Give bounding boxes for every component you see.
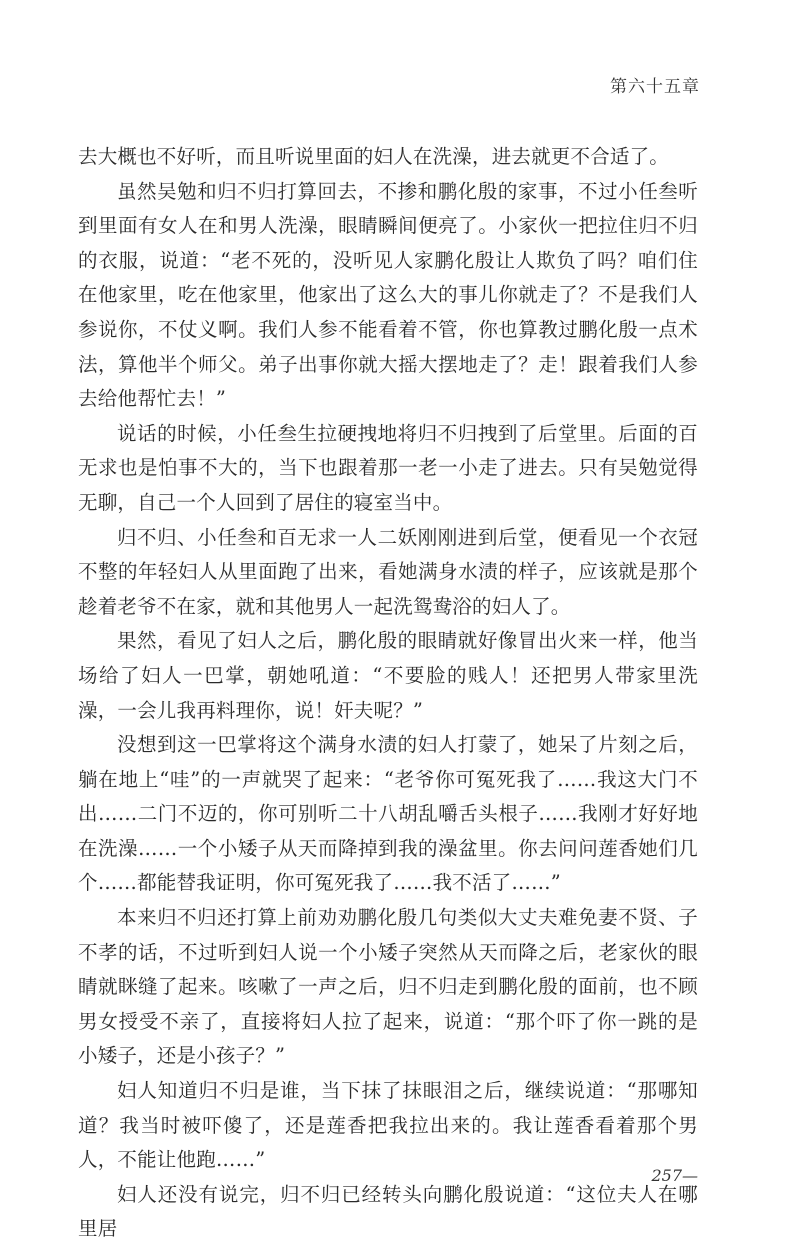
paragraph: 去大概也不好听，而且听说里面的妇人在洗澡，进去就更不合适了。 — [78, 145, 670, 168]
body-text — [78, 140, 698, 1247]
paragraph: 归不归、小任叁和百无求一人二妖刚刚进到后堂，便看见一个衣冠不整的年轻妇人从里面跑了出来，看她满身水渍的样子，应该就是那个趁着老爷不在家，就和其他男人一起洗鸳鸯浴的妇人了。 — [78, 525, 698, 618]
paragraph: 没想到这一巴掌将这个满身水渍的妇人打蒙了，她呆了片刻之后，躺在地上“哇”的一声就哭了起来：“老爷你可冤死我了……我这大门不出……二门不迈的，你可别听二十八胡乱嚼舌头根子……我刚才好好地在洗澡……一个小矮子从天而降掉到我的澡盆里。你去问问莲香她们几个……都能替我证明，你可冤死我了……我不活了……” — [78, 733, 698, 895]
paragraph: 妇人知道归不归是谁，当下抹了抹眼泪之后，继续说道：“那哪知道？我当时被吓傻了，还是莲香把我拉出来的。我让莲香看着那个男人，不能让他跑……” — [78, 1079, 698, 1172]
paragraph: 妇人还没有说完，归不归已经转头向鹏化殷说道：“这位夫人在哪里居 — [78, 1182, 698, 1241]
paragraph: 虽然吴勉和归不归打算回去，不掺和鹏化殷的家事，不过小任叁听到里面有女人在和男人洗澡，眼睛瞬间便亮了。小家伙一把拉住归不归的衣服，说道：“老不死的，没听见人家鹏化殷让人欺负了吗？咱们住在他家里，吃在他家里，他家出了这么大的事儿你就走了？不是我们人参说你，不仗义啊。我们人参不能看着不管，你也算教过鹏化殷一点术法，算他半个师父。弟子出事你就大摇大摆地走了？走！跟着我们人参去给他帮忙去！” — [78, 179, 698, 411]
chapter-header: 第六十五章 — [610, 77, 700, 97]
page-number: 257— — [651, 1166, 698, 1185]
paragraph: 说话的时候，小任叁生拉硬拽地将归不归拽到了后堂里。后面的百无求也是怕事不大的，当下也跟着那一老一小走了进去。只有吴勉觉得无聊，自己一个人回到了居住的寝室当中。 — [78, 421, 698, 514]
paragraph: 果然，看见了妇人之后，鹏化殷的眼睛就好像冒出火来一样，他当场给了妇人一巴掌，朝她吼道：“不要脸的贱人！还把男人带家里洗澡，一会儿我再料理你，说！奸夫呢？” — [78, 629, 698, 722]
paragraph: 本来归不归还打算上前劝劝鹏化殷几句类似大丈夫难免妻不贤、子不孝的话，不过听到妇人说一个小矮子突然从天而降之后，老家伙的眼睛就眯缝了起来。咳嗽了一声之后，归不归走到鹏化殷的面前，也不顾男女授受不亲了，直接将妇人拉了起来，说道：“那个吓了你一跳的是小矮子，还是小孩子？” — [78, 906, 698, 1068]
